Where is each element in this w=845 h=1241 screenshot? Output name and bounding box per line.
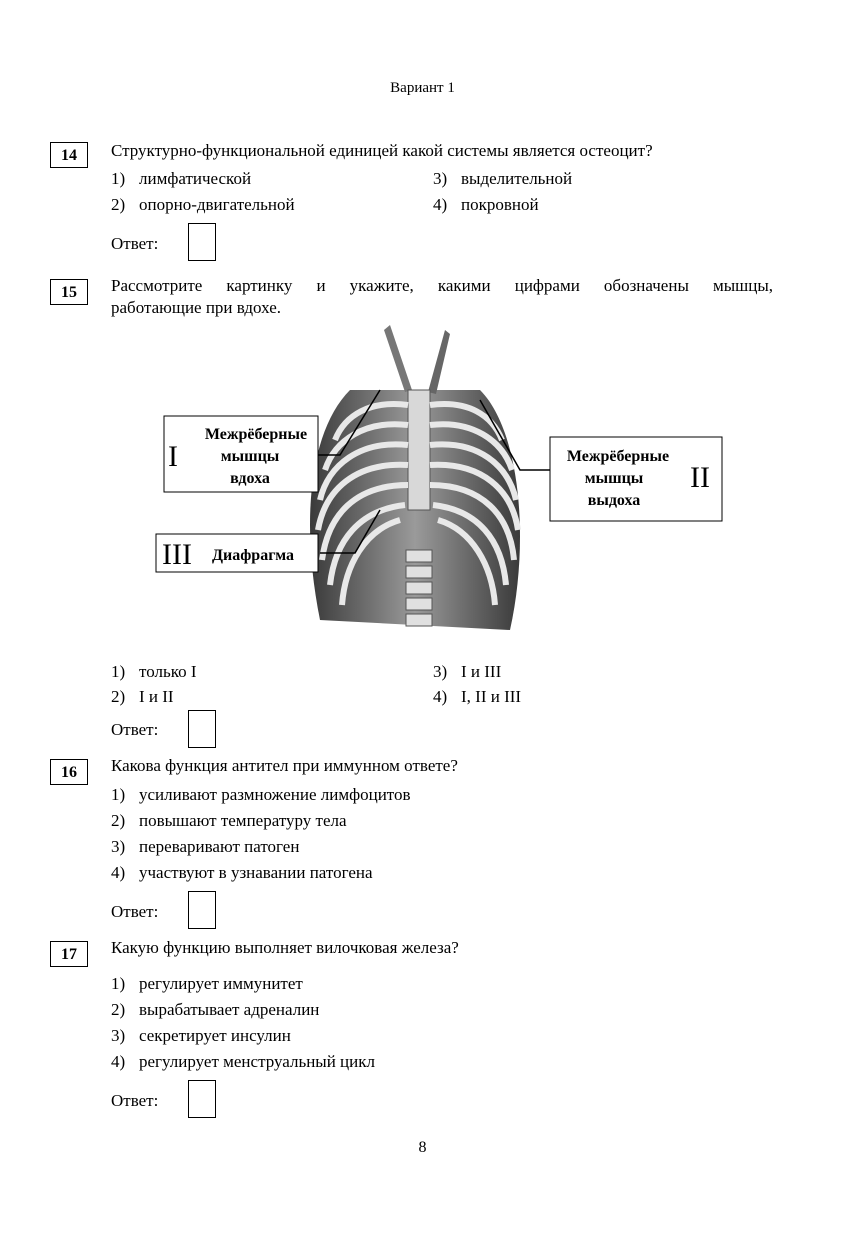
q14-answer-label: Ответ: — [111, 234, 159, 253]
q16-option-1: 1) усиливают размножение лимфоцитов — [111, 785, 411, 804]
question-number-15: 15 — [50, 279, 88, 305]
page-number: 8 — [418, 1139, 427, 1156]
label-ii-line1: Межрёберные — [566, 448, 670, 465]
q15-answer-label: Ответ: — [111, 720, 159, 739]
q14-option-3: 3) выделительной — [433, 169, 573, 188]
q14-option-1: 1) лимфатической — [111, 169, 252, 188]
question-text-16: Какова функция антител при иммунном ответе? — [111, 756, 458, 775]
question-text-14: Структурно-функциональной единицей какой системы является остеоцит? — [111, 141, 653, 160]
label-i-line1: Межрёберные — [204, 426, 308, 443]
question-text-17: Какую функцию выполняет вилочковая железа? — [111, 938, 459, 957]
q17-option-2: 2) вырабатывает адреналин — [111, 1000, 320, 1019]
ribcage-figure — [150, 320, 730, 658]
q15-option-2: 2) I и II — [111, 687, 174, 706]
neck-muscle-right — [428, 330, 450, 394]
q16-option-2: 2) повышают температуру тела — [111, 811, 347, 830]
q14-option-2: 2) опорно-двигательной — [111, 195, 295, 214]
spine — [406, 550, 432, 626]
question-number-17: 17 — [50, 941, 88, 967]
q15-option-3: 3) I и III — [433, 662, 502, 681]
q17-answer-label: Ответ: — [111, 1091, 159, 1110]
neck-muscle-left — [384, 325, 412, 392]
q17-option-1: 1) регулирует иммунитет — [111, 974, 303, 993]
q15-answer-box[interactable] — [188, 710, 216, 748]
q16-answer-label: Ответ: — [111, 902, 159, 921]
q17-option-4: 4) регулирует менструальный цикл — [111, 1052, 375, 1071]
q14-option-4: 4) покровной — [433, 195, 539, 214]
label-ii-numeral: II — [690, 461, 710, 494]
q17-answer-box[interactable] — [188, 1080, 216, 1118]
q15-option-4: 4) I, II и III — [433, 687, 522, 706]
q17-option-3: 3) секретирует инсулин — [111, 1026, 291, 1045]
label-i-numeral: I — [168, 440, 178, 473]
label-i-line3: вдоха — [230, 470, 270, 487]
q16-option-3: 3) переваривают патоген — [111, 837, 300, 856]
question-text-15-line2: работающие при вдохе. — [111, 298, 281, 317]
label-iii-numeral: III — [162, 538, 192, 571]
label-iii-text: Диафрагма — [212, 547, 295, 564]
q15-option-1: 1) только I — [111, 662, 197, 681]
question-text-15-line1: Рассмотрите картинку и укажите, какими цифрами обозначены мышцы, — [111, 276, 773, 295]
sternum — [408, 390, 430, 510]
label-ii-line2: мышцы — [584, 470, 644, 487]
variant-header: Вариант 1 — [390, 80, 455, 96]
q16-option-4: 4) участвуют в узнавании патогена — [111, 863, 373, 882]
q14-answer-box[interactable] — [188, 223, 216, 261]
q16-answer-box[interactable] — [188, 891, 216, 929]
label-ii-line3: выдоха — [587, 492, 641, 509]
question-number-16: 16 — [50, 759, 88, 785]
label-i-line2: мышцы — [220, 448, 280, 465]
question-number-14: 14 — [50, 142, 88, 168]
